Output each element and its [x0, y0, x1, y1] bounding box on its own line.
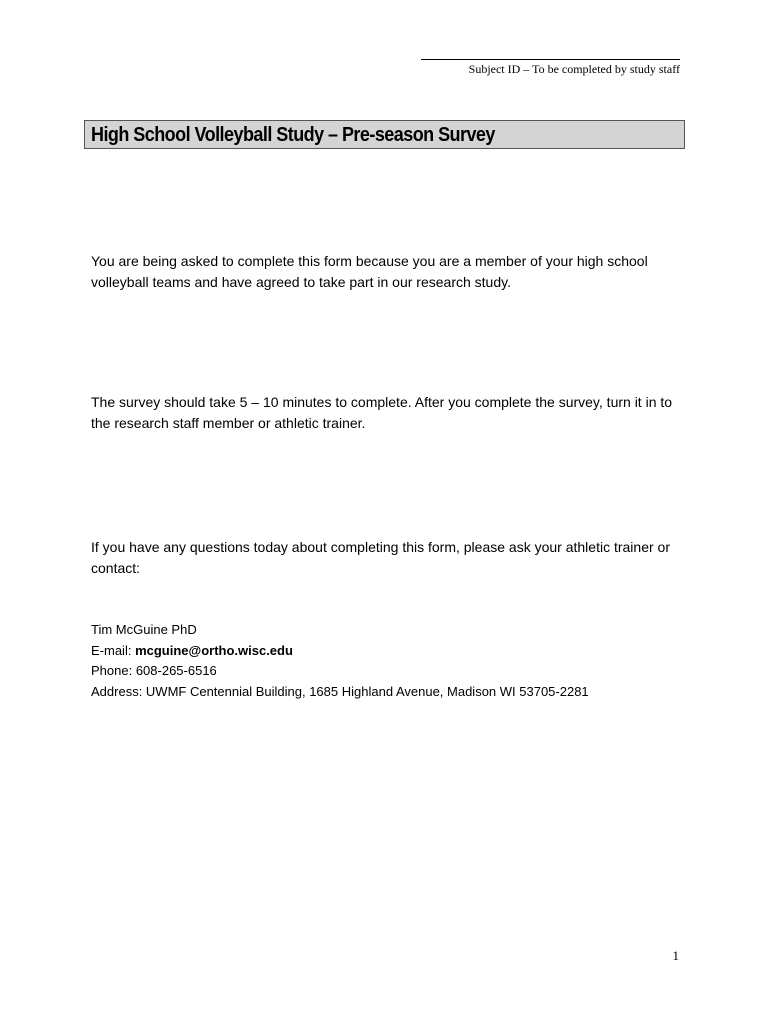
page-title: High School Volleyball Study – Pre-season Survey [91, 124, 495, 146]
contact-address: Address: UWMF Centennial Building, 1685 Highland Avenue, Madison WI 53705-2281 [91, 683, 589, 699]
subject-id-label: Subject ID – To be completed by study staff [468, 62, 680, 76]
email-label: E-mail: [91, 642, 136, 658]
contact-block [91, 620, 589, 702]
questions-paragraph: If you have any questions today about completing this form, please ask your athletic trainer or contact: [91, 539, 670, 576]
duration-paragraph: The survey should take 5 – 10 minutes to complete. After you complete the survey, turn it in to the research staff member or athletic trainer. [91, 394, 673, 431]
contact-phone: Phone: 608-265-6516 [91, 663, 217, 678]
page-number: 1 [672, 948, 679, 963]
contact-email-line [91, 641, 589, 662]
subject-id-blank-line [421, 59, 680, 60]
intro-paragraph: You are being asked to complete this form because you are a member of your high school volleyball teams and have agreed to take part in our research study. [91, 253, 648, 290]
title-banner [84, 120, 685, 149]
email-address: mcguine@ortho.wisc.edu [135, 642, 293, 658]
contact-name: Tim McGuine PhD [91, 622, 197, 637]
